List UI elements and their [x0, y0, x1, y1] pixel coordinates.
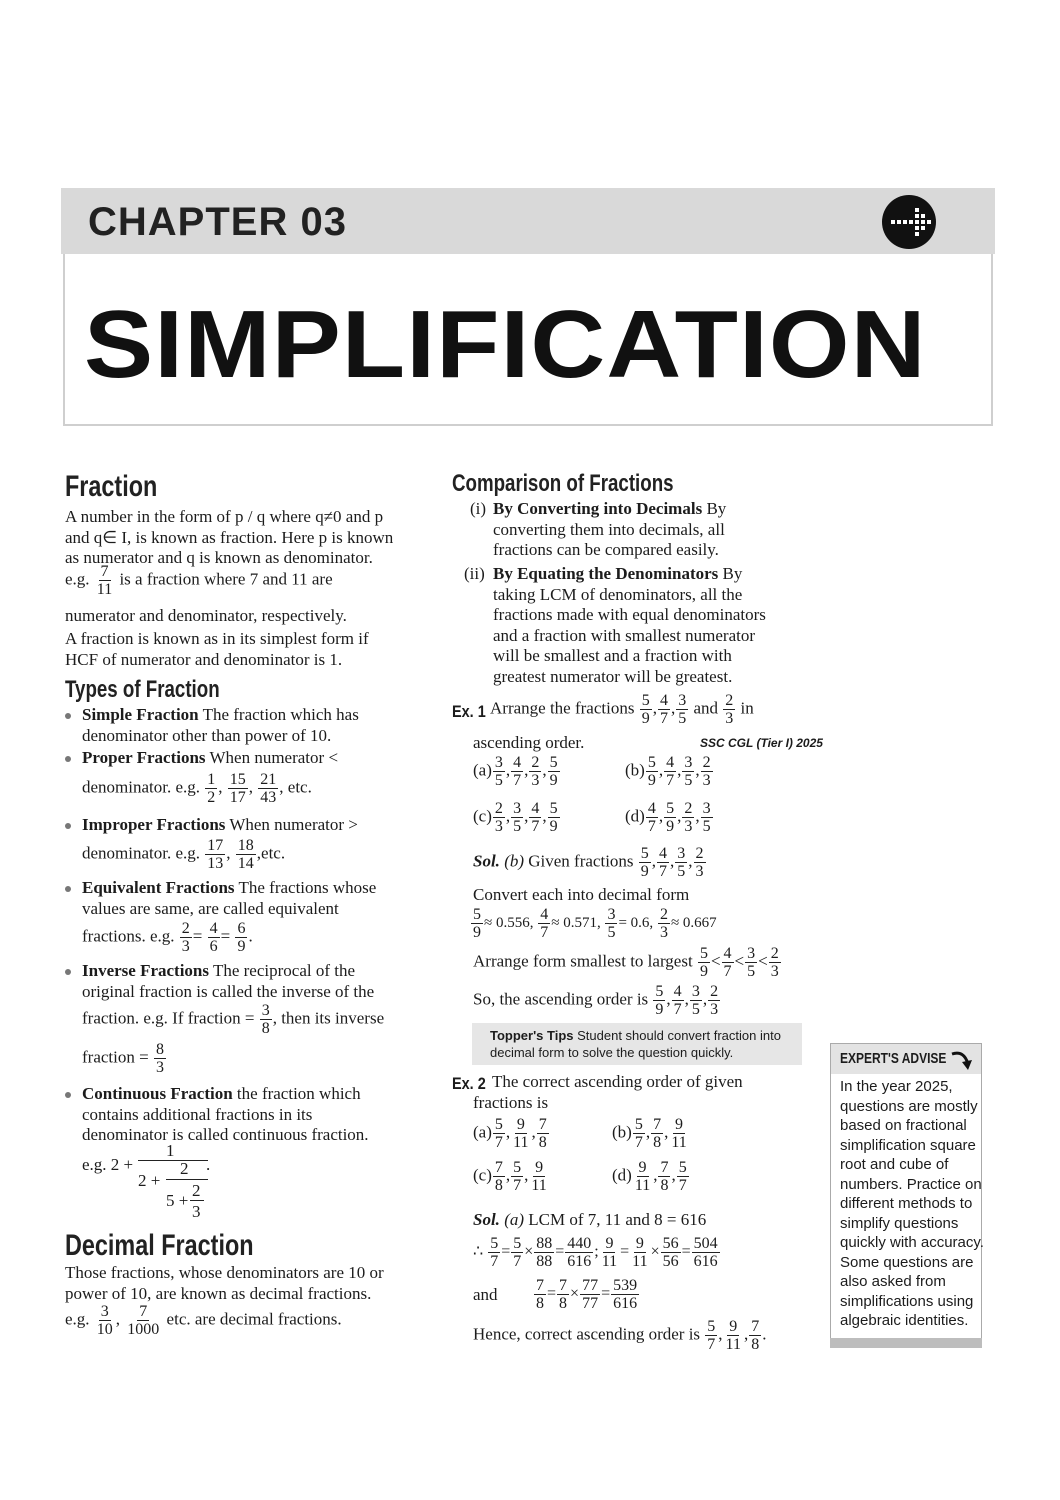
fraction: $\frac{539}{616}$: [613, 1277, 638, 1312]
example-1-option-b: (b) $\frac{5}{9}$ , $\frac{4}{7}$ , $\frac{3}{5}$ , $\frac{2}{3}$: [625, 754, 711, 789]
fraction: $\frac{88}{88}$: [536, 1235, 553, 1270]
bullet-icon: [65, 756, 71, 762]
fraction: $\frac{5}{9}$: [647, 754, 656, 789]
expert-advise-line: Some questions are: [840, 1253, 974, 1271]
fraction: $\frac{9}{11}$: [513, 1116, 529, 1151]
fraction: $\frac{3}{10}$: [96, 1303, 113, 1338]
decimal-paragraph: Those fractions, whose denominators are 10 or power of 10, are known as decimal fractions.: [65, 1263, 384, 1303]
example-1-option-d: (d) $\frac{4}{7}$ , $\frac{5}{9}$ , $\frac{2}{3}$ , $\frac{3}{5}$: [625, 800, 711, 835]
fraction: $\frac{7}{8}$: [660, 1159, 669, 1194]
expert-advise-line: different methods to: [840, 1195, 973, 1212]
fraction-example: e.g. $\frac{7}{11}$ is a fraction where 7 and 11 are: [65, 563, 333, 598]
fraction: $\frac{7}{8}$: [653, 1116, 662, 1151]
decimal-heading: Decimal Fraction: [65, 1229, 254, 1262]
solution-2-and: and: [473, 1285, 498, 1304]
bullet-icon: [65, 969, 71, 975]
fraction: $\frac{3}{5}$: [513, 800, 522, 835]
fraction: $\frac{7}{8}$: [751, 1318, 760, 1353]
fraction: $\frac{5}{9}$: [549, 754, 558, 789]
fraction: $\frac{5}{9}$: [473, 906, 481, 941]
solution-1-decimals: $\frac{5}{9}$ ≈ 0.556, $\frac{4}{7}$ ≈ 0.571, $\frac{3}{5}$ = 0.6, $\frac{2}{3}$ ≈ 0.667: [473, 906, 717, 941]
fraction-paragraph-3: A fraction is known as in its simplest form if HCF of numerator and denominator is 1.: [65, 629, 369, 669]
fraction: $\frac{7}{11}$: [96, 563, 113, 598]
fraction: $\frac{4}{7}$: [666, 754, 675, 789]
fraction: $\frac{21}{43}$: [260, 770, 277, 806]
expert-advise-line: simplification square: [840, 1136, 976, 1154]
fraction: $\frac{4}{7}$: [513, 754, 522, 789]
solution-1-arrange: Arrange form smallest to largest $\frac{5}{9}$ < $\frac{4}{7}$ < $\frac{3}{5}$ < $\frac{2}{3}$: [473, 945, 779, 980]
simple-fraction-item: Simple Fraction The fraction which has denominator other than power of 10.: [82, 705, 359, 745]
example-1-option-a: (a) $\frac{3}{5}$ , $\frac{4}{7}$ , $\frac{2}{3}$ , $\frac{5}{9}$: [473, 754, 558, 789]
fraction: $\frac{3}{5}$: [747, 945, 756, 980]
fraction: $\frac{3}{5}$: [702, 800, 711, 835]
fraction: $\frac{5}{9}$: [640, 845, 649, 880]
fraction: $\frac{2}{3}$: [702, 754, 711, 789]
example-1-option-c: (c) $\frac{2}{3}$ , $\frac{3}{5}$ , $\frac{4}{7}$ , $\frac{5}{9}$: [473, 800, 558, 835]
expert-advise-line: algebraic identities.: [840, 1312, 969, 1329]
fraction: $\frac{2}{3}$: [770, 945, 779, 980]
expert-advise-text: [840, 1077, 984, 1331]
fraction: $\frac{7}{8}$: [559, 1277, 568, 1312]
equivalent-fraction-item: Equivalent Fractions The fractions whose values are same, are called equivalent fractions. e.g. $\frac{2}{3}$ = $\frac{4}{6}$ = $\frac{6}{9}$ .: [82, 878, 377, 955]
fraction: $\frac{440}{616}$: [567, 1235, 592, 1270]
fraction: $\frac{2}{3}$: [181, 920, 190, 955]
fraction: $\frac{5}{7}$: [707, 1318, 716, 1353]
expert-advise-line: numbers. Practice on: [840, 1175, 982, 1193]
expert-advise-heading: EXPERT'S ADVISE: [840, 1050, 947, 1067]
fraction-heading: Fraction: [65, 470, 158, 503]
chapter-label: CHAPTER 03: [88, 200, 347, 244]
toppers-tip-text: Topper's Tips Student should convert fraction into decimal form to solve the question quickly.: [490, 1028, 781, 1060]
solution-2-row-2: $\frac{7}{8}$ = $\frac{7}{8}$ × $\frac{77}{77}$ = $\frac{539}{616}$: [536, 1277, 638, 1312]
expert-advise-line: based on fractional: [840, 1117, 967, 1134]
fraction: $\frac{6}{9}$: [237, 920, 246, 955]
proper-fraction-item: Proper Fractions When numerator < denominator. e.g. $\frac{1}{2}$ , $\frac{15}{17}$ , $\frac{21}{43}$ , etc.: [82, 748, 339, 806]
fraction: $\frac{4}{7}$: [659, 845, 668, 880]
fraction: $\frac{7}{8}$: [538, 1116, 547, 1151]
example-2-line-2: fractions is: [473, 1093, 549, 1112]
fraction: $\frac{77}{77}$: [582, 1277, 599, 1312]
fraction: $\frac{4}{7}$: [723, 945, 732, 980]
continuous-fraction-item: Continuous Fraction the fraction which contains additional fractions in its denominator is called continuous fraction.: [82, 1084, 369, 1144]
expert-advise-line: questions are mostly: [840, 1097, 978, 1115]
fraction: $\frac{2}{3}$: [725, 692, 734, 727]
fraction: $\frac{5}{9}$: [549, 800, 558, 835]
example-1-label: Ex. 1: [452, 702, 486, 721]
fraction: $\frac{4}{7}$: [659, 692, 668, 727]
fraction: $\frac{2}{3}$: [695, 845, 704, 880]
fraction: $\frac{9}{11}$: [634, 1159, 651, 1194]
example-2-label: Ex. 2: [452, 1074, 486, 1093]
fraction: $\frac{2}{3}$: [710, 983, 719, 1018]
fraction: $\frac{3}{5}$: [677, 845, 686, 880]
fraction: $\frac{4}{7}$: [531, 800, 540, 835]
fraction: $\frac{9}{11}$: [531, 1159, 547, 1194]
fraction: $\frac{9}{11}$: [671, 1116, 687, 1151]
decimal-example: e.g. $\frac{3}{10}$ , $\frac{7}{1000}$ etc. are decimal fractions.: [65, 1303, 342, 1338]
types-heading: Types of Fraction: [65, 676, 220, 703]
arrow-right-icon: [882, 195, 936, 249]
fraction: $\frac{5}{9}$: [699, 945, 708, 980]
solution-2-answer: Hence, correct ascending order is $\frac{5}{7}$ , $\frac{9}{11}$ , $\frac{7}{8}$ .: [473, 1318, 767, 1353]
fraction: $\frac{17}{13}$: [207, 836, 224, 872]
curved-arrow-icon: [950, 1048, 974, 1077]
fraction: $\frac{3}{5}$: [607, 906, 616, 941]
fraction: $\frac{56}{56}$: [662, 1235, 679, 1270]
example-2-option-d: (d) $\frac{9}{11}$ , $\frac{7}{8}$ , $\frac{5}{7}$: [612, 1159, 687, 1194]
fraction: $\frac{18}{14}$: [237, 836, 254, 872]
fraction: $\frac{5}{7}$: [634, 1116, 643, 1151]
improper-fraction-item: Improper Fractions When numerator > denominator. e.g. $\frac{17}{13}$ , $\frac{18}{14}$ ,etc.: [82, 815, 358, 872]
inverse-fraction-item: Inverse Fractions The reciprocal of the original fraction is called the inverse of the fraction. e.g. If fraction = $\frac{3}{8}$ , then its inverse fraction = $\frac{8}{3}$: [82, 961, 385, 1076]
method-i-text: By Converting into Decimals By converting them into decimals, all fractions can be compared easily.: [493, 499, 727, 559]
example-2-option-c: (c) $\frac{7}{8}$ , $\frac{5}{7}$ , $\frac{9}{11}$: [473, 1159, 547, 1194]
expert-advise-line: simplify questions: [840, 1214, 959, 1232]
example-2-option-b: (b) $\frac{5}{7}$ , $\frac{7}{8}$ , $\frac{9}{11}$: [612, 1116, 687, 1151]
expert-advise-line: quickly with accuracy.: [840, 1234, 984, 1251]
fraction: $\frac{5}{9}$: [666, 800, 675, 835]
fraction: $\frac{3}{8}$: [261, 1002, 270, 1037]
expert-advise-footer: [830, 1338, 982, 1348]
fraction: $\frac{504}{616}$: [693, 1235, 718, 1270]
fraction: $\frac{5}{7}$: [490, 1235, 499, 1270]
solution-2-lcm: Sol. (a) LCM of 7, 11 and 8 = 616: [473, 1210, 707, 1229]
fraction: $\frac{2}{3}$: [684, 800, 693, 835]
fraction: $\frac{2}{3}$: [531, 754, 540, 789]
fraction: $\frac{5}{9}$: [655, 983, 664, 1018]
fraction: $\frac{3}{5}$: [678, 692, 687, 727]
fraction: $\frac{1}{2}$: [207, 770, 216, 806]
example-2-option-a: (a) $\frac{5}{7}$ , $\frac{9}{11}$ , $\frac{7}{8}$: [473, 1116, 547, 1151]
fraction: $\frac{5}{9}$: [641, 692, 650, 727]
example-1-source: SSC CGL (Tier I) 2025: [700, 736, 823, 750]
expert-advise-line: simplifications using: [840, 1292, 974, 1310]
fraction: $\frac{8}{3}$: [155, 1041, 164, 1076]
fraction: $\frac{4}{7}$: [540, 906, 549, 941]
bullet-icon: [65, 823, 71, 829]
solution-1-given: Sol. (b) Given fractions $\frac{5}{9}$ , $\frac{4}{7}$ , $\frac{3}{5}$ , $\frac{2}{3}$: [473, 845, 704, 880]
fraction: $\frac{3}{5}$: [691, 983, 700, 1018]
fraction: $\frac{5}{7}$: [513, 1235, 522, 1270]
fraction: $\frac{5}{7}$: [513, 1159, 522, 1194]
continuous-fraction-example: e.g. 2 + 1 . 2 + 2 5 + 2 3: [82, 1141, 211, 1221]
fraction: $\frac{7}{8}$: [536, 1277, 544, 1312]
expert-advise-line: In the year 2025,: [840, 1078, 953, 1095]
fraction: $\frac{2}{3}$: [659, 906, 668, 941]
bullet-icon: [65, 886, 71, 892]
solution-1-convert: Convert each into decimal form: [473, 885, 690, 904]
expert-advise-line: root and cube of: [840, 1156, 949, 1173]
fraction: $\frac{4}{7}$: [673, 983, 682, 1018]
fraction: $\frac{9}{11}$: [601, 1235, 618, 1270]
method-i-label: (i): [470, 499, 487, 518]
fraction: $\frac{5}{7}$: [494, 1116, 503, 1151]
fraction: $\frac{9}{11}$: [725, 1318, 741, 1353]
fraction: $\frac{4}{6}$: [209, 920, 218, 955]
fraction: $\frac{3}{5}$: [494, 754, 503, 789]
fraction: $\frac{7}{1000}$: [127, 1303, 160, 1338]
expert-advise-line: also asked from: [840, 1273, 946, 1290]
fraction-paragraph-2: numerator and denominator, respectively.: [65, 606, 347, 625]
fraction: $\frac{15}{17}$: [229, 770, 246, 806]
example-1-line-2: ascending order.: [473, 733, 585, 752]
example-1-question: Arrange the fractions $\frac{5}{9}$ , $\frac{4}{7}$ , $\frac{3}{5}$ and $\frac{2}{3}$ in: [490, 692, 754, 727]
comparison-heading: Comparison of Fractions: [452, 470, 674, 497]
fraction: $\frac{4}{7}$: [647, 800, 656, 835]
bullet-icon: [65, 1092, 71, 1098]
fraction: $\frac{3}{5}$: [684, 754, 693, 789]
chapter-title: SIMPLIFICATION: [84, 291, 927, 398]
bullet-icon: [65, 713, 71, 719]
fraction: $\frac{7}{8}$: [494, 1159, 503, 1194]
method-ii-text: By Equating the Denominators By taking LCM of denominators, all the fractions made with equal denominators and a fraction with smallest numerator will be smallest and a fraction with greatest numerator will be greatest.: [493, 564, 766, 686]
solution-2-row-1: ∴ $\frac{5}{7}$ = $\frac{5}{7}$ × $\frac{88}{88}$ = $\frac{440}{616}$ ; $\frac{9}{11}$ = $\frac{9}{11}$ × $\frac{56}{56}$ = $\frac{504}{616}$: [473, 1235, 718, 1270]
solution-1-answer: So, the ascending order is $\frac{5}{9}$ , $\frac{4}{7}$ , $\frac{3}{5}$ , $\frac{2}{3}$: [473, 983, 719, 1018]
fraction: $\frac{5}{7}$: [678, 1159, 687, 1194]
fraction: $\frac{2}{3}$: [494, 800, 503, 835]
fraction: $\frac{9}{11}$: [632, 1235, 648, 1270]
example-2-line-1: The correct ascending order of given: [492, 1072, 743, 1091]
method-ii-label: (ii): [464, 564, 485, 583]
fraction-paragraph-1: A number in the form of p / q where q≠0 and p and q∈ I, is known as fraction. Here p is known as numerator and q is known as denominator.: [65, 507, 394, 567]
